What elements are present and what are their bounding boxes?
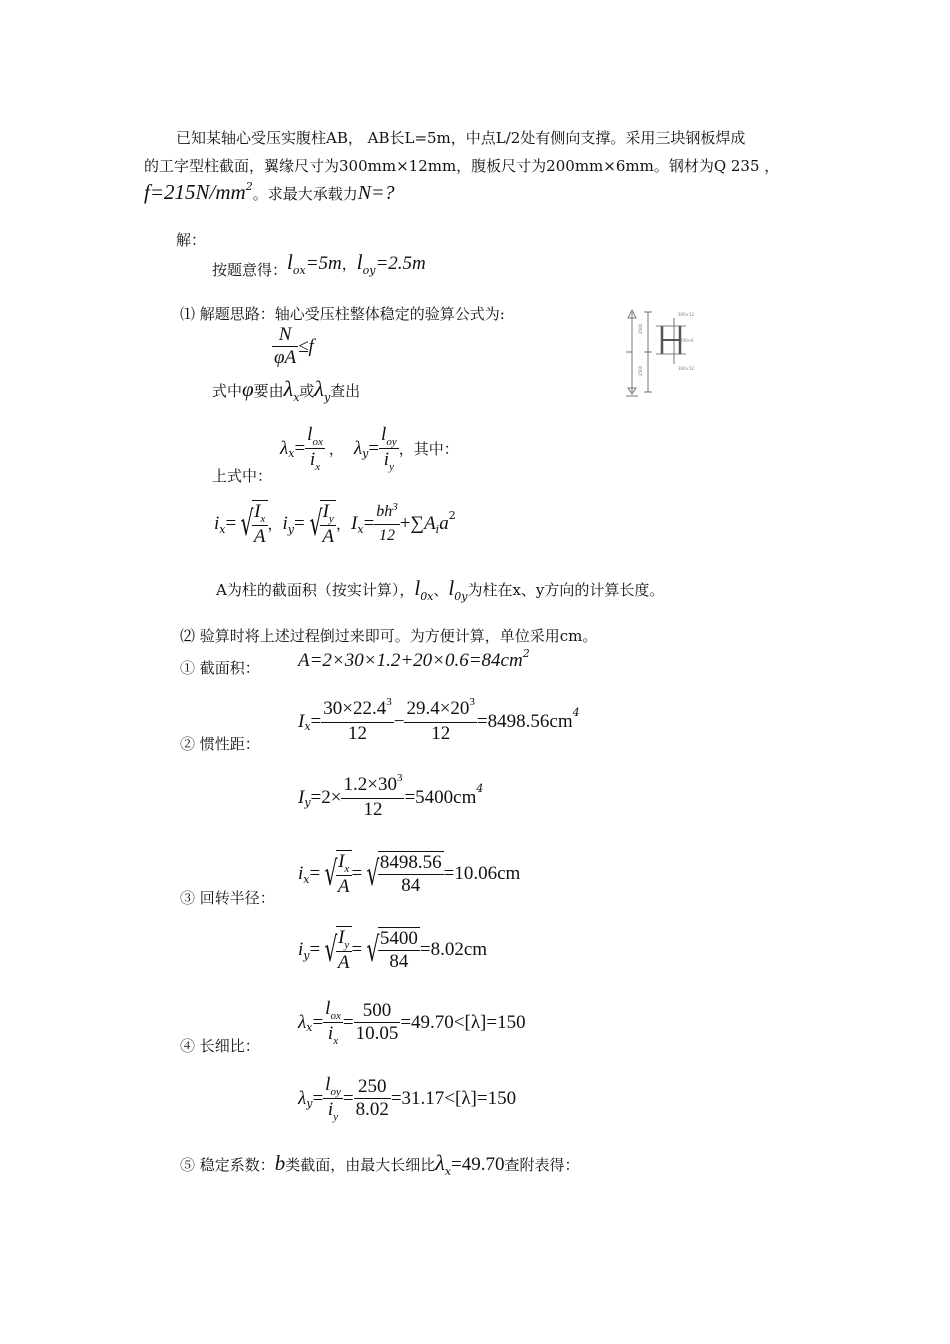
f-exponent: 2 — [245, 180, 253, 193]
iy-formula: I y =2× $\frac{1.2\times 30^3}{12}$ =5400cm 4 — [298, 772, 484, 820]
area-formula: $A=2\times 30\times 1.2+20\times 0.6=84cm^2$ — [298, 647, 530, 671]
n-question: N=? — [357, 182, 395, 204]
s1-label: ① 截面积： — [180, 659, 260, 677]
svg-text:200×6: 200×6 — [680, 338, 694, 343]
ix-formula: I x = $\frac{30\times 22.4^3}{12}$ − $\frac{29.4\times 20^3}{12}$ =8498.56cm 4 — [298, 696, 580, 744]
effective-lengths-line: 按题意得：$l_{ox}=5m$，$l_{oy}=2.5m$ — [212, 250, 426, 279]
s3-label: ③ 回转半径： — [180, 889, 275, 907]
radius-definitions: i x = √ $\frac{I_x}{A}$ ， i y = √ $\frac{I_y}{A}$ ， I x = $\frac{bh^3}{12}$ +∑ A i a 2 — [214, 501, 456, 547]
solution-heading: 解： — [176, 231, 207, 249]
problem-line-1: 已知某轴心受压实腹柱AB， AB长L=5m，中点L/2处有侧向支撑。采用三块钢板焊成 — [176, 129, 746, 147]
s5-line: ⑤ 稳定系数：b类截面，由最大长细比$\lambda_x=49.70$查附表得： — [180, 1150, 580, 1178]
step-2-label: ⑵ 验算时将上述过程倒过来即可。为方便计算，单位采用cm。 — [180, 627, 598, 645]
lambda-y-formula: λ y = $\frac{l_{oy}}{i_y}$ = $\frac{250}{8.02}$ =31.17<[λ]=150 — [298, 1074, 517, 1123]
above-label: 上式中： — [212, 467, 273, 485]
step-1-label: ⑴ 解题思路：轴心受压柱整体稳定的验算公式为: — [180, 305, 505, 323]
problem-line-2: 的工字型柱截面，翼缘尺寸为300mm×12mm，腹板尺寸为200mm×6mm。钢材为Q 235 ， — [144, 157, 780, 175]
phi-line: 式中φ要由$\lambda_x$或$\lambda_y$查出 — [212, 376, 361, 404]
slenderness-definitions: λ x = $\frac{l_{ox}}{i_x}$ ， λ y = $\frac{l_{oy}}{i_y}$ ，其中： — [280, 424, 459, 473]
problem-line-3 — [144, 180, 395, 205]
f-value: f=215N/mm — [144, 180, 246, 204]
svg-text:300×12: 300×12 — [678, 366, 695, 371]
stability-formula: $\frac{N}{\varphi A}$ ≤f — [274, 324, 314, 368]
s4-label: ④ 长细比： — [180, 1037, 260, 1055]
area-definition-line: A为柱的截面积（按实计算），$l_{0x}$、$l_{0y}$为柱在x、y方向的计算长度。 — [216, 576, 665, 603]
iy-radius-formula: i y = √ $\frac{I_y}{A}$ = √ $\frac{5400}{84}$ =8.02cm — [298, 927, 488, 973]
ix-radius-formula: i x = √ $\frac{I_x}{A}$ = √ $\frac{8498.56}{84}$ =10.06cm — [298, 851, 521, 897]
svg-text:300×12: 300×12 — [678, 312, 695, 317]
svg-text:2500: 2500 — [638, 323, 643, 334]
column-diagram — [622, 304, 695, 400]
s2-label: ② 惯性距： — [180, 735, 260, 753]
lambda-x-formula: λ x = $\frac{l_{ox}}{i_x}$ = $\frac{500}{10.05}$ =49.70<[λ]=150 — [298, 998, 526, 1047]
question-text: 。求最大承载力 — [252, 185, 358, 203]
svg-text:2500: 2500 — [638, 365, 643, 376]
